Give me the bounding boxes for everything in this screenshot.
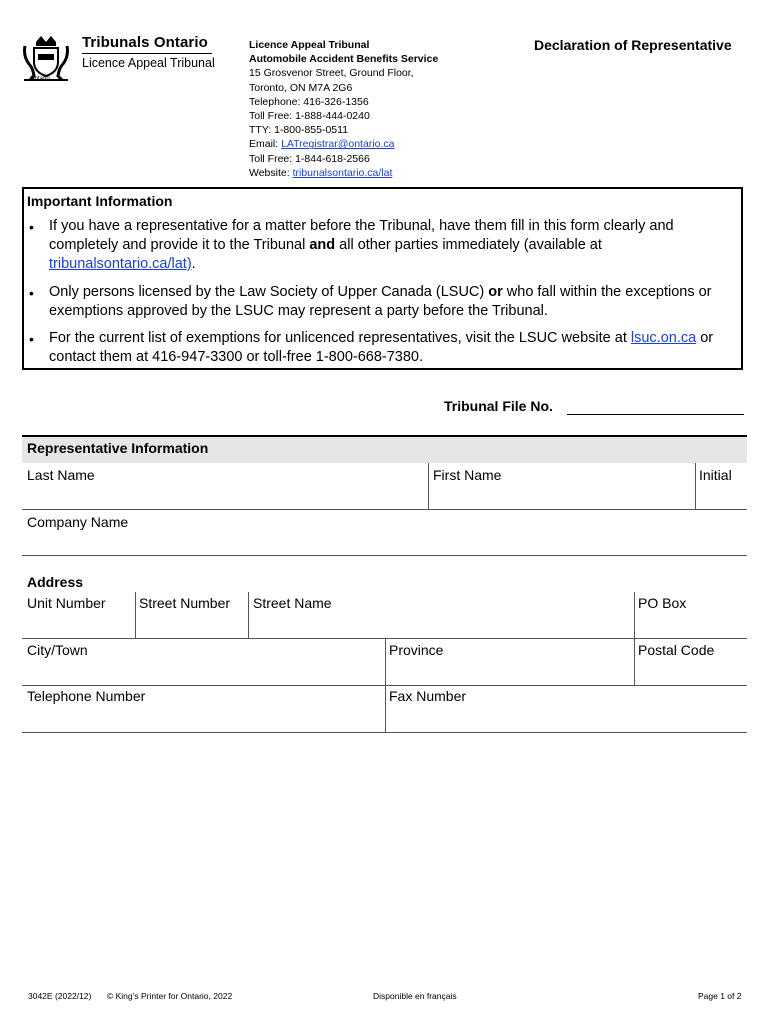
toll-free-line: Toll Free: 1-888-444-0240 xyxy=(249,110,370,123)
unit-number-label: Unit Number xyxy=(27,595,106,611)
email-label: Email: xyxy=(249,138,282,151)
street-name-label: Street Name xyxy=(253,595,332,611)
tribunal-file-no-field[interactable] xyxy=(567,414,744,415)
addr-divider-2 xyxy=(248,592,249,639)
b1-bold: and xyxy=(309,237,336,253)
city-divider-2 xyxy=(634,638,635,685)
address-line-4: Toronto, ON M7A 2G6 xyxy=(249,81,353,94)
bullet-1: • xyxy=(29,219,34,235)
b3-text: For the current list of exemptions for unlicenced representatives, visit the LSUC website at xyxy=(49,330,631,346)
company-row-bottom xyxy=(22,555,747,556)
info-bullet-2 xyxy=(49,283,743,321)
tribunal-file-no-label: Tribunal File No. xyxy=(444,398,553,414)
initial-label: Initial xyxy=(699,467,732,483)
city-label: City/Town xyxy=(27,642,88,658)
address-title: Address xyxy=(27,574,84,590)
phone-divider xyxy=(385,685,386,732)
email-line xyxy=(249,137,438,151)
addr-divider-3 xyxy=(634,592,635,639)
po-box-label: PO Box xyxy=(638,595,687,611)
copyright: © King’s Printer for Ontario, 2022 xyxy=(107,991,233,1001)
city-divider-1 xyxy=(385,638,386,685)
name-row-bottom xyxy=(22,509,747,510)
b1-end: . xyxy=(191,256,196,272)
org-name: Tribunals Ontario xyxy=(82,34,208,51)
bullet-3: • xyxy=(29,331,34,347)
logo-divider xyxy=(82,53,212,54)
name-divider-2 xyxy=(695,463,696,510)
french-availability: Disponible en français xyxy=(373,991,457,1001)
page-number: Page 1 of 2 xyxy=(698,991,742,1001)
name-divider-1 xyxy=(428,463,429,510)
email-link[interactable]: LATregistrar@ontario.ca xyxy=(281,138,395,151)
b2-text-2: who fall within the exceptions or exemptions approved by the LSUC may represent a party before the Tribunal. xyxy=(49,284,712,319)
org-subname: Licence Appeal Tribunal xyxy=(82,56,215,70)
b1-text: If you have a representative for a matter before the Tribunal, have them fill in this form clearly and completely and provide it to the Tribunal xyxy=(49,218,674,253)
postal-code-label: Postal Code xyxy=(638,642,715,658)
form-title: Declaration of Representative xyxy=(534,37,732,53)
addr-divider-1 xyxy=(135,592,136,639)
ontario-wordmark: Ontario xyxy=(30,76,50,82)
info-bullet-1 xyxy=(49,217,743,274)
address-line-2: Automobile Accident Benefits Service xyxy=(249,53,439,66)
website-line xyxy=(249,166,438,180)
fax-label: Fax Number xyxy=(389,688,467,704)
website-link[interactable]: tribunalsontario.ca/lat xyxy=(292,166,393,179)
telephone-label: Telephone Number xyxy=(27,688,146,704)
b2-text: Only persons licensed by the Law Society of Upper Canada (LSUC) xyxy=(49,284,489,300)
address-line-3: 15 Grosvenor Street, Ground Floor, xyxy=(249,67,414,80)
telephone-line: Telephone: 416-326-1356 xyxy=(249,95,369,108)
important-info-title: Important Information xyxy=(27,193,173,209)
b1-text-2: all other parties immediately (available at xyxy=(335,237,602,253)
first-name-label: First Name xyxy=(433,467,502,483)
lsuc-website-link[interactable]: lsuc.on.ca xyxy=(630,330,697,346)
tribunal-address-block xyxy=(249,38,438,180)
phone-row-bottom xyxy=(22,732,747,733)
last-name-label: Last Name xyxy=(27,467,95,483)
form-code: 3042E (2022/12) xyxy=(28,991,92,1001)
street-number-label: Street Number xyxy=(139,595,231,611)
info-bullet-3 xyxy=(49,329,743,367)
website-label: Website: xyxy=(249,166,293,179)
tribunal-website-link[interactable]: tribunalsontario.ca/lat) xyxy=(49,256,192,272)
bullet-2: • xyxy=(29,285,34,301)
address-line-1: Licence Appeal Tribunal xyxy=(249,39,370,51)
b3-text-2: or contact them at 416-947-3300 or toll-free 1-800-668-7380. xyxy=(49,330,714,365)
b2-bold: or xyxy=(488,284,503,300)
toll-free-line-2: Toll Free: 1-844-618-2566 xyxy=(249,152,370,165)
province-label: Province xyxy=(389,642,444,658)
company-name-label: Company Name xyxy=(27,514,129,530)
representative-section-title: Representative Information xyxy=(27,440,209,456)
tty-line: TTY: 1-800-855-0511 xyxy=(249,124,349,137)
